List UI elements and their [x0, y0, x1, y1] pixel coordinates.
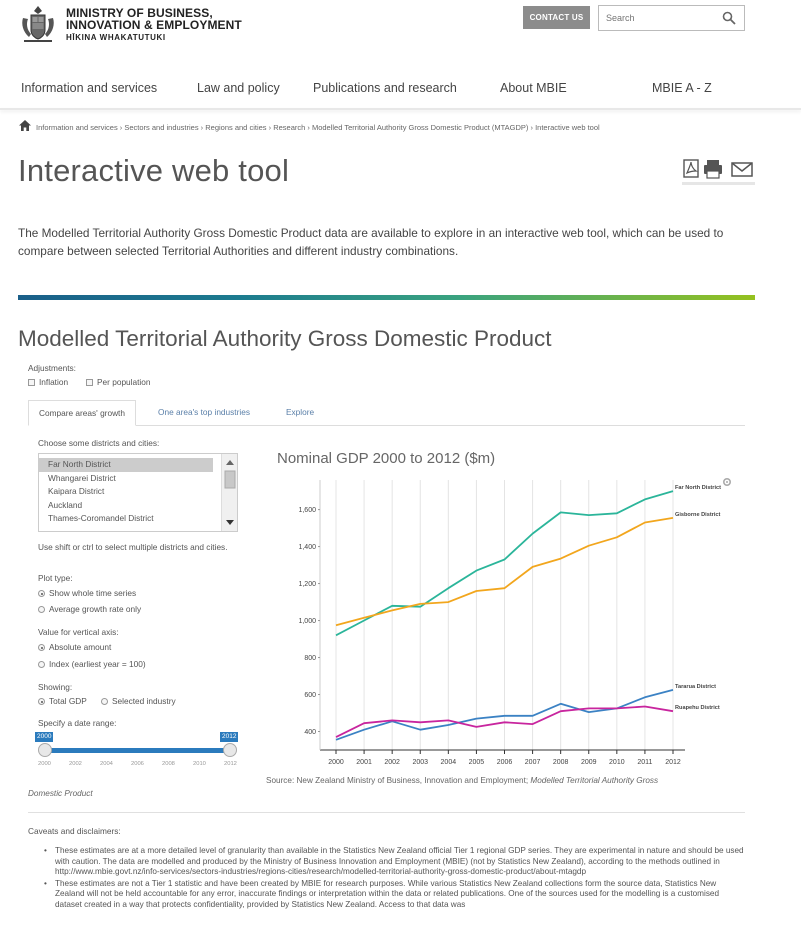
radio-absolute-amount[interactable] [38, 642, 111, 652]
caveats-title: Caveats and disclaimers: [28, 826, 121, 836]
per-population-label: Per population [97, 377, 151, 387]
logo-line-1: MINISTRY OF BUSINESS, [66, 6, 213, 20]
per-population-checkbox[interactable] [86, 377, 151, 387]
tool-title: Modelled Territorial Authority Gross Domestic Product [18, 326, 552, 351]
page-title: Interactive web tool [18, 153, 290, 188]
inflation-checkbox[interactable] [28, 377, 68, 387]
adjustments-label: Adjustments: [28, 363, 76, 373]
list-item[interactable]: Kaipara District [48, 486, 105, 497]
series-label: Gisborne District [675, 511, 721, 518]
scroll-down-icon [226, 520, 234, 525]
radio-label: Average growth rate only [49, 604, 142, 614]
nav-information-services[interactable]: Information and services [21, 81, 158, 95]
list-item: • These estimates are not a Tier 1 statistic and have been created by MBIE for research purposes. While various Statistics New Zealand collections form the source data, Statistics New Zealand will not be held accountable for any error, inaccurate findings or interpretation within the data or related publications. One of the sources used for the modelling is a customised dataset created in a way that protects confidentiality, provided by Statistics New Zealand. Access to that data was [44, 879, 744, 911]
search-box [598, 5, 745, 31]
list-item[interactable]: Far North District [39, 458, 213, 472]
scroll-thumb [225, 471, 235, 488]
chart-source [266, 776, 658, 785]
districts-listbox[interactable] [38, 453, 238, 532]
x-tick-label: 2007 [524, 759, 541, 766]
x-tick-label: 2011 [637, 759, 653, 766]
scrollbar-graphic [222, 454, 238, 531]
slider-tick: 2006 [131, 761, 144, 767]
x-tick-label: 2008 [552, 759, 569, 766]
radio-total-gdp[interactable] [38, 696, 87, 706]
series-label: Far North District [675, 485, 721, 492]
vertical-axis-label: Value for vertical axis: [38, 627, 119, 637]
pdf-icon[interactable] [684, 160, 698, 177]
list-item[interactable]: Whangarei District [48, 472, 116, 483]
x-tick-label: 2003 [412, 759, 429, 766]
slider-min-label: 2000 [37, 733, 52, 740]
x-tick-label: 2004 [440, 759, 457, 766]
radio-label: Index (earliest year = 100) [49, 659, 146, 669]
inflation-label: Inflation [39, 377, 69, 387]
per-population-checkbox-box[interactable] [86, 379, 93, 386]
y-tick-label: 600 [304, 692, 316, 700]
x-tick-label: 2000 [328, 759, 344, 766]
source-title-2: Domestic Product [28, 789, 93, 798]
y-tick-label: 1,400 [298, 544, 316, 552]
source-title-1: Modelled Territorial Authority Gross [530, 776, 659, 785]
logo-subtitle: HĪKINA WHAKATUTUKI [66, 33, 166, 42]
nav-publications-research[interactable]: Publications and research [313, 81, 457, 95]
list-item[interactable]: Thames-Coromandel District [48, 513, 154, 524]
intro-paragraph: The Modelled Territorial Authority Gross Domestic Product data are available to explore in an interactive web tool, which can be used to compare between selected Territorial Authorities and different industry combinations. [18, 226, 724, 258]
slider-tick: 2008 [162, 761, 175, 767]
x-tick-label: 2009 [580, 759, 597, 766]
gradient-divider [18, 295, 755, 300]
tab-compare-areas-growth[interactable]: Compare areas' growth [28, 400, 136, 426]
slider-tick: 2010 [193, 761, 206, 767]
showing-label: Showing: [38, 682, 73, 692]
nav-law-policy[interactable]: Law and policy [197, 81, 280, 95]
inflation-checkbox-box[interactable] [28, 379, 35, 386]
radio-label: Show whole time series [49, 588, 137, 598]
list-item: • These estimates are at a more detailed level of granularity than available in the Statistics New Zealand official Tier 1 regional GDP series. They are experimental in nature and should be used with caution. The data are modelled and produced by the Ministry of Business Innovation and Employment (MBIE) (not by Statistics New Zealand), according to the methods outlined in http://www.mbie.govt.nz/info-services/sectors-industries/regions-cities/research/modelled-territorial-authority-gross-domestic-product/about-mtagdp [44, 846, 744, 878]
print-icon[interactable] [704, 160, 722, 178]
search-input[interactable] [604, 7, 722, 29]
y-tick-label: 400 [304, 729, 316, 737]
radio-whole-time-series[interactable] [38, 588, 136, 598]
listbox-scrollbar[interactable] [221, 454, 237, 531]
home-icon[interactable] [19, 120, 31, 131]
tools-underline [682, 182, 755, 185]
y-tick-label: 800 [304, 655, 316, 663]
chart-title: Nominal GDP 2000 to 2012 ($m) [277, 450, 496, 467]
gdp-line-chart [280, 470, 740, 775]
radio-average-growth[interactable] [38, 604, 141, 614]
radio-dot[interactable] [38, 606, 45, 613]
page-tools [682, 158, 755, 184]
select-hint: Use shift or ctrl to select multiple districts and cities. [38, 542, 228, 552]
source-prefix: Source: New Zealand Ministry of Business, Innovation and Employment; [266, 776, 531, 785]
radio-label: Total GDP [49, 696, 87, 706]
tab-one-area-top-industries[interactable]: One area's top industries [158, 407, 250, 417]
slider-max-label: 2012 [222, 733, 237, 740]
nav-about-mbie[interactable]: About MBIE [500, 81, 567, 95]
tab-explore[interactable]: Explore [286, 407, 315, 417]
x-axis-ticks [328, 750, 681, 766]
logo-line-2: INNOVATION & EMPLOYMENT [66, 18, 242, 32]
y-tick-label: 1,200 [298, 581, 316, 589]
radio-dot[interactable] [38, 644, 45, 651]
x-tick-label: 2005 [468, 759, 485, 766]
x-tick-label: 2001 [356, 759, 372, 766]
radio-label: Selected industry [112, 696, 176, 706]
caveats-divider [28, 812, 745, 813]
y-tick-label: 1,600 [298, 507, 316, 515]
email-icon[interactable] [732, 163, 752, 176]
breadcrumb[interactable]: Information and services › Sectors and industries › Regions and cities › Research › Modelled Territorial Authority Gross Domestic Product (MTAGDP) › Interactive web tool [36, 123, 600, 132]
nav-divider [0, 108, 801, 110]
slider-tick: 2002 [69, 761, 82, 767]
y-tick-label: 1,000 [298, 618, 316, 626]
plot-type-label: Plot type: [38, 573, 73, 583]
radio-index[interactable] [38, 659, 146, 669]
search-icon[interactable] [722, 11, 736, 25]
caveats-list [44, 846, 744, 912]
radio-label: Absolute amount [49, 642, 112, 652]
x-tick-label: 2012 [665, 759, 681, 766]
x-tick-label: 2002 [384, 759, 400, 766]
date-range-label: Specify a date range: [38, 718, 117, 728]
x-tick-label: 2006 [496, 759, 513, 766]
x-tick-label: 2010 [609, 759, 625, 766]
slider-tick: 2004 [100, 761, 113, 767]
contact-us-button[interactable]: CONTACT US [523, 6, 590, 29]
radio-dot[interactable] [38, 661, 45, 668]
series-labels [675, 485, 721, 711]
nav-mbie-a-z[interactable]: MBIE A - Z [652, 81, 712, 95]
ministry-logo-text[interactable] [66, 7, 242, 42]
radio-selected-industry[interactable] [101, 696, 176, 706]
chart-settings-icon[interactable] [724, 479, 730, 485]
choose-districts-label: Choose some districts and cities: [38, 438, 160, 448]
series-label: Tararua District [675, 683, 716, 690]
scroll-up-icon [226, 460, 234, 465]
radio-dot[interactable] [38, 698, 45, 705]
radio-dot[interactable] [101, 698, 108, 705]
nz-coat-of-arms-logo[interactable] [18, 4, 58, 44]
slider-max-handle[interactable] [223, 743, 237, 757]
slider-tick: 2000 [38, 761, 51, 767]
radio-dot[interactable] [38, 590, 45, 597]
slider-min-handle[interactable] [38, 743, 52, 757]
y-axis-ticks [298, 507, 320, 736]
slider-tick: 2012 [224, 761, 237, 767]
list-item[interactable]: Auckland [48, 499, 83, 510]
date-range-track[interactable] [44, 748, 232, 753]
series-label: Ruapehu District [675, 705, 720, 712]
